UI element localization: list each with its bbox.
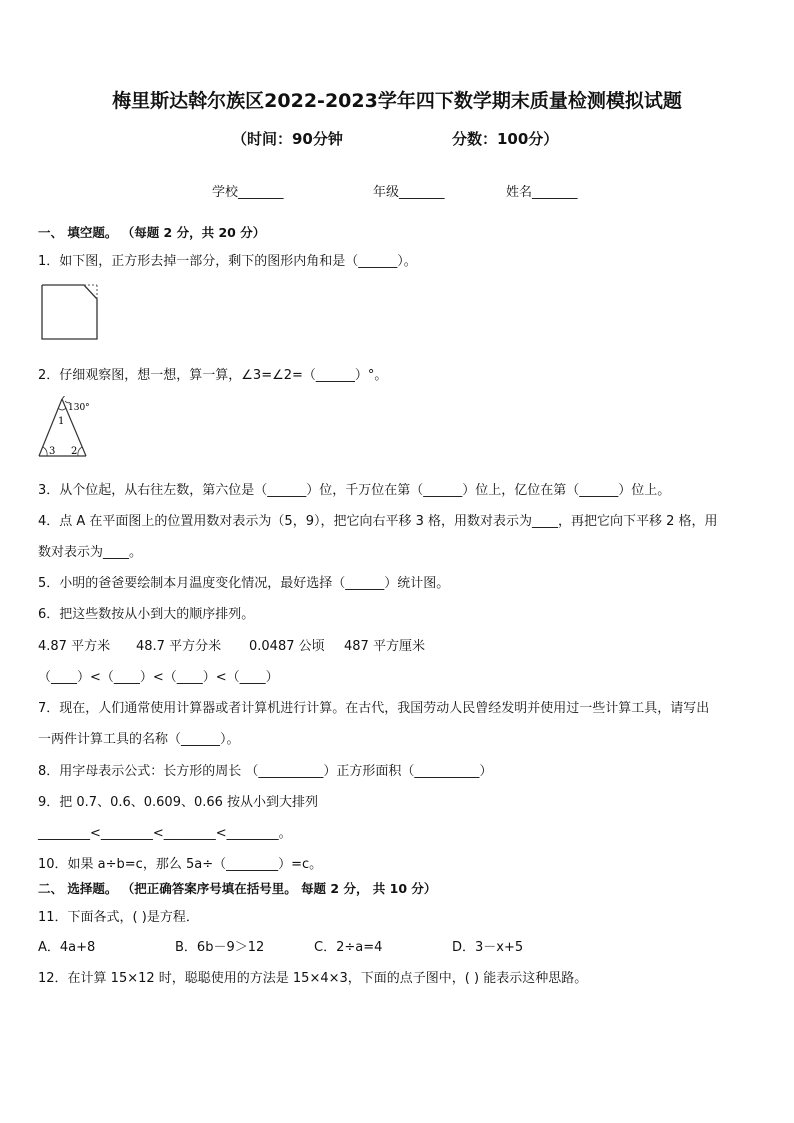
q9-answer-blanks[interactable]: ________<________<________<________。	[38, 826, 292, 841]
exam-time: （时间：90分钟	[232, 130, 343, 148]
q6-value: 487 平方厘米	[344, 639, 425, 654]
q2-triangle-figure	[36, 396, 98, 460]
question-12: 12．在计算 15×12 时，聪聪使用的方法是 15×4×3，下面的点子图中，( ) 能表示这种思路。	[38, 971, 588, 986]
q11-option-d[interactable]: D．3－x+5	[452, 940, 524, 955]
q11-option-c[interactable]: C．2÷a=4	[314, 940, 383, 955]
page-title: 梅里斯达斡尔族区2022-2023学年四下数学期末质量检测模拟试题	[112, 90, 682, 112]
q11-option-a[interactable]: A．4a+8	[38, 940, 96, 955]
q6-value: 0.0487 公顷	[249, 639, 325, 654]
question-4-line-1: 4．点 A 在平面图上的位置用数对表示为（5，9），把它向右平移 3 格，用数对表示为____，再把它向下平移 2 格，用	[38, 514, 718, 529]
question-9: 9．把 0.7、0.6、0.609、0.66 按从小到大排列	[38, 795, 319, 810]
question-10: 10．如果 a÷b=c，那么 5a÷（________）=c。	[38, 857, 323, 872]
angle-label-1: 1	[58, 416, 65, 427]
question-4-line-2: 数对表示为____。	[38, 545, 143, 560]
q6-value: 4.87 平方米	[38, 639, 111, 654]
question-8: 8．用字母表示公式：长方形的周长 （__________）正方形面积（__________）	[38, 764, 493, 779]
q1-square-figure	[40, 283, 100, 341]
question-5: 5．小明的爸爸要绘制本月温度变化情况，最好选择（______）统计图。	[38, 576, 450, 591]
angle-label-130: 130°	[68, 403, 90, 413]
question-1: 1．如下图，正方形去掉一部分，剩下的图形内角和是（______）。	[38, 254, 417, 269]
q6-value: 48.7 平方分米	[136, 639, 222, 654]
angle-label-2: 2	[71, 446, 78, 457]
question-6: 6．把这些数按从小到大的顺序排列。	[38, 607, 255, 622]
q11-option-b[interactable]: B．6b－9＞12	[175, 940, 265, 955]
angle-label-3: 3	[49, 446, 56, 457]
question-2: 2．仔细观察图，想一想，算一算，∠3=∠2=（______）°。	[38, 368, 388, 383]
exam-score: 分数：100分）	[452, 130, 559, 148]
question-11: 11．下面各式，( )是方程．	[38, 910, 199, 925]
school-field[interactable]: 学校_______	[212, 185, 284, 200]
question-7-line-1: 7．现在，人们通常使用计算器或者计算机进行计算。在古代，我国劳动人民曾经发明并使用过一些计算工具，请写出	[38, 701, 710, 716]
name-field[interactable]: 姓名_______	[506, 185, 578, 200]
section-1-heading: 一、 填空题。 （每题 2 分，共 20 分）	[38, 225, 266, 240]
grade-field[interactable]: 年级_______	[373, 185, 445, 200]
q6-answer-blanks[interactable]: （____）<（____）<（____）<（____）	[38, 670, 279, 685]
question-3: 3．从个位起，从右往左数，第六位是（______）位，千万位在第（______）位上，亿位在第（______）位上。	[38, 483, 671, 498]
section-2-heading: 二、 选择题。 （把正确答案序号填在括号里。 每题 2 分， 共 10 分）	[38, 881, 437, 896]
question-7-line-2: 一两件计算工具的名称（______）。	[38, 732, 240, 747]
